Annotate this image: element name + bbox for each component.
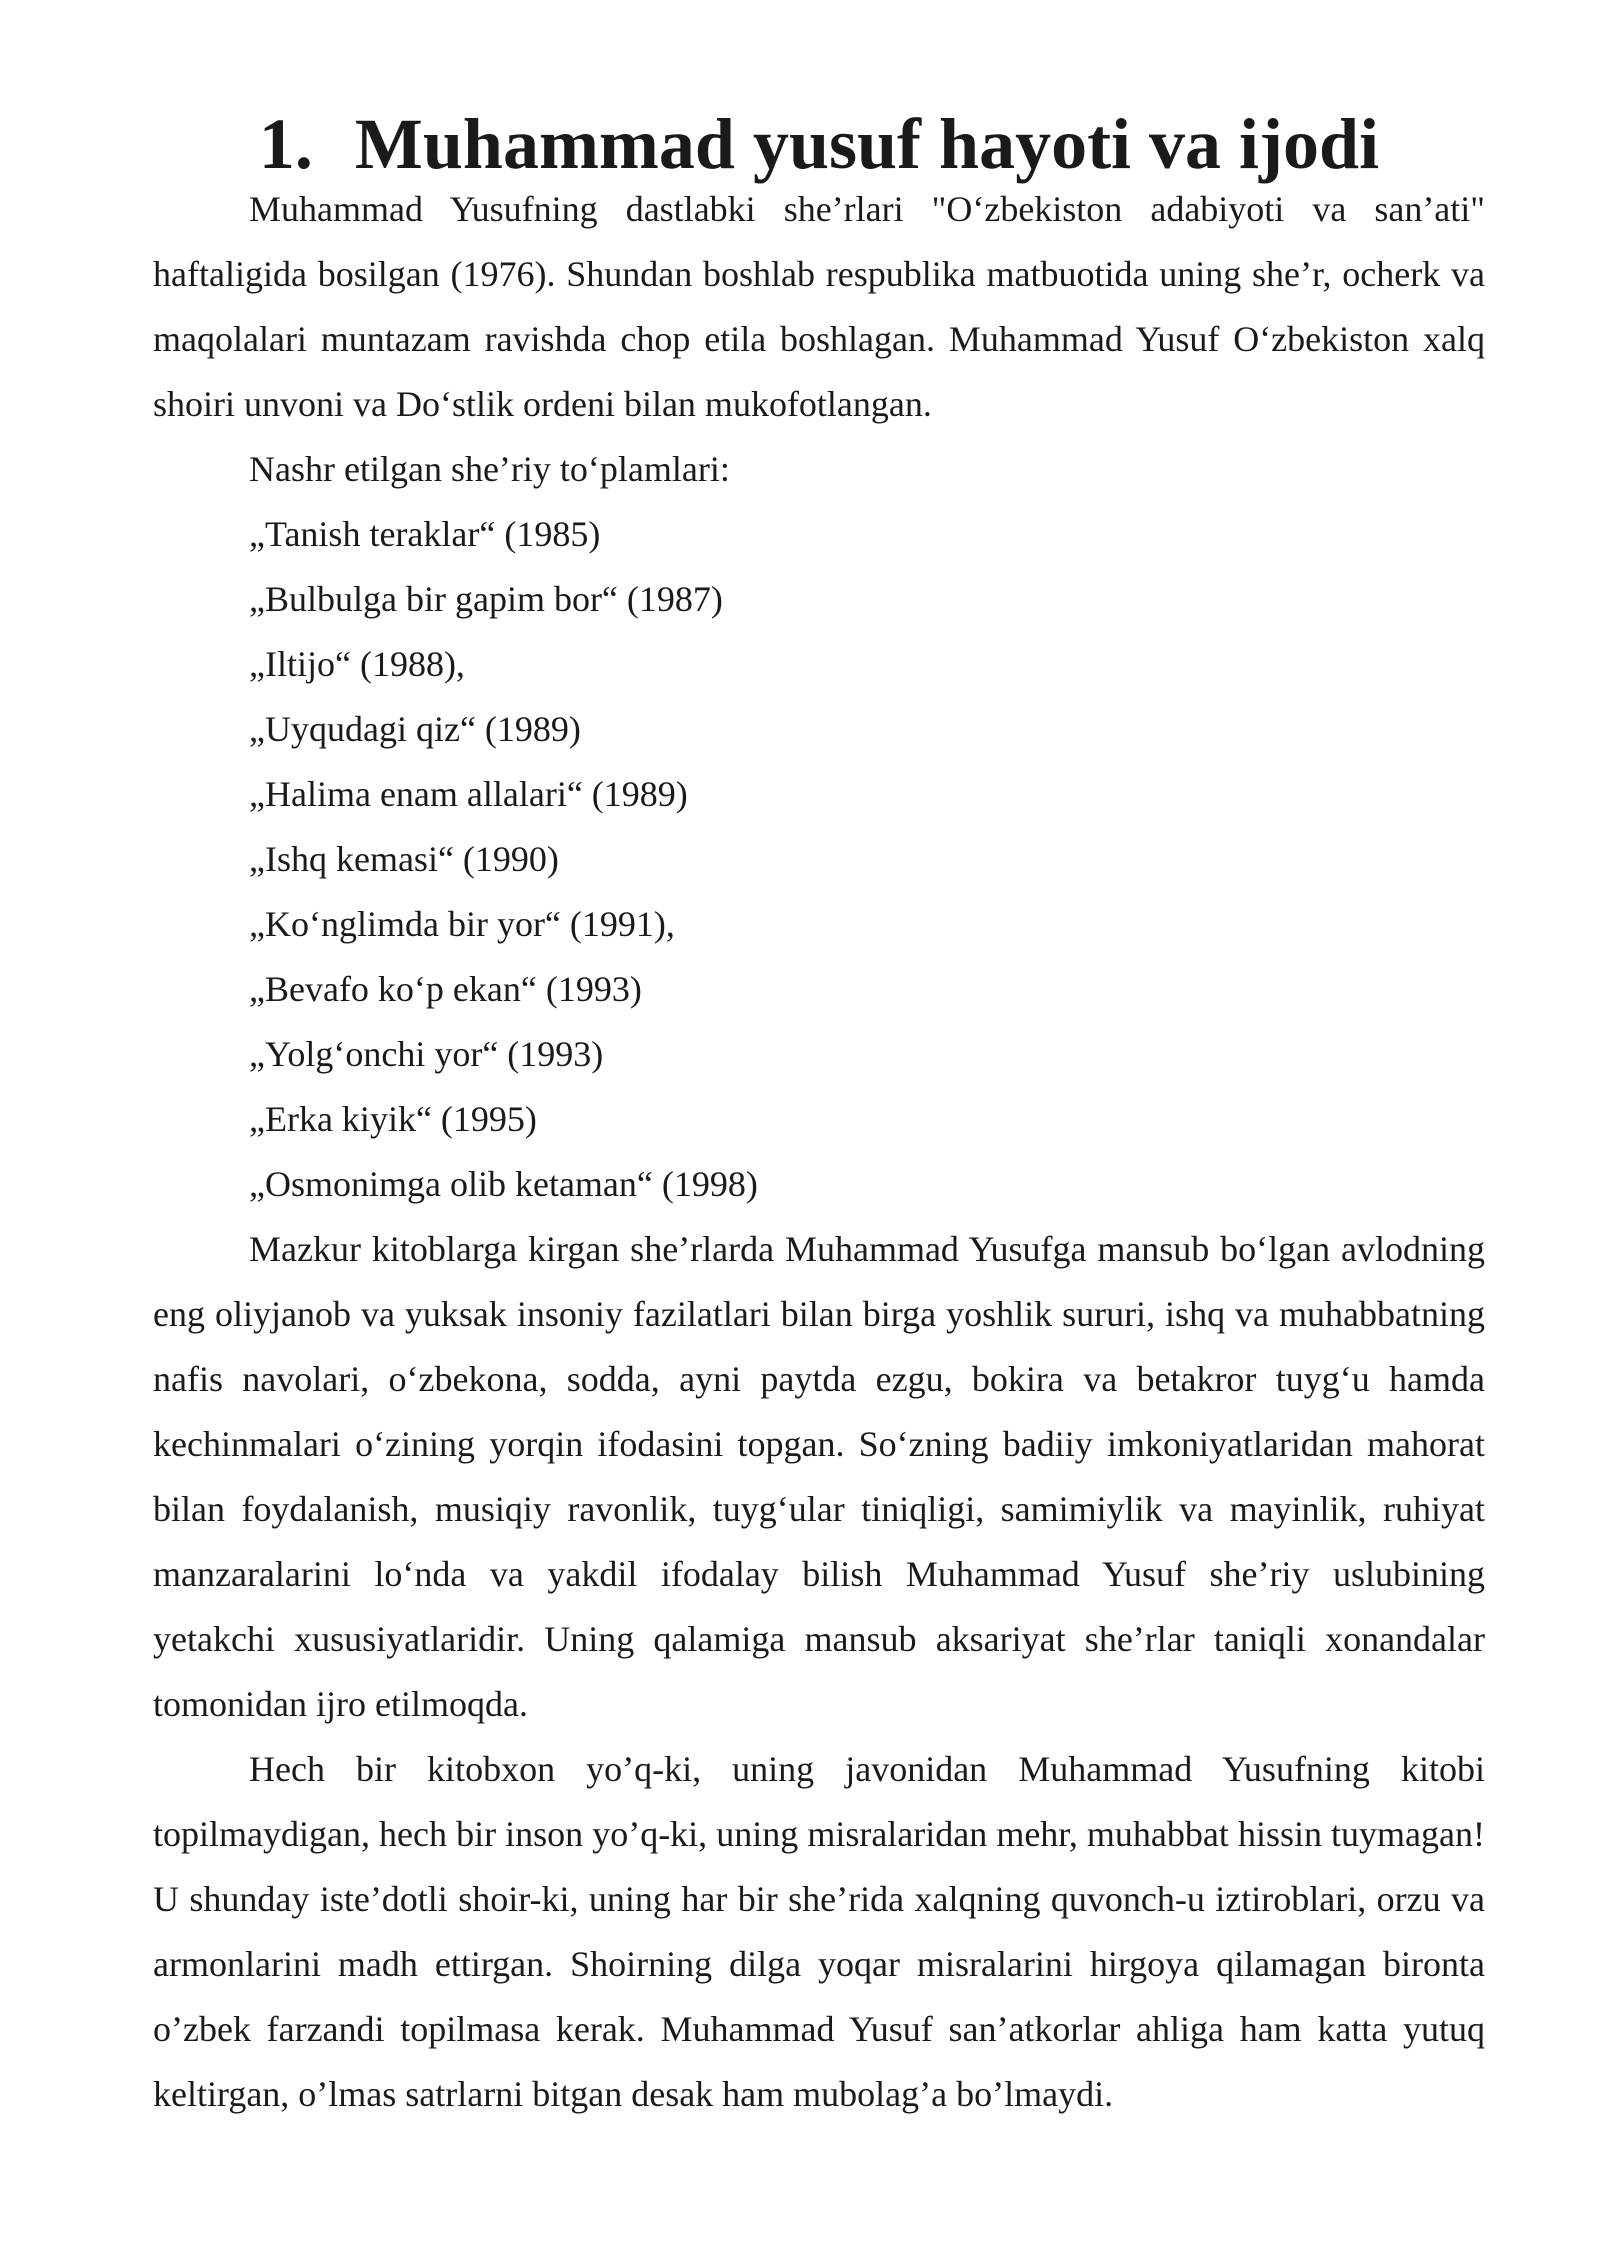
list-item: „Ishq kemasi“ (1990) [249,839,559,879]
paragraph-biography: Muhammad Yusufning dastlabki she’rlari "O‘zbekiston adabiyoti va san’ati" haftaligida bosilgan (1976). Shundan boshlab respublika matbuotida uning she’r, ocherk va maqolalari muntazam ravishda chop etila boshlagan. Muhammad Yusuf O‘zbekiston xalq shoiri unvoni va Do‘stlik ordeni bilan mukofotlangan. [153,189,1485,424]
list-item: „Uyqudagi qiz“ (1989) [249,709,581,749]
list-item: „Halima enam allalari“ (1989) [249,774,688,814]
list-item: „Osmonimga olib ketaman“ (1998) [249,1164,758,1204]
paragraph-style: Mazkur kitoblarga kirgan she’rlarda Muhammad Yusufga mansub bo‘lgan avlodning eng oliyjanob va yuksak insoniy fazilatlari bilan birga yoshlik sururi, ishq va muhabbatning nafis navolari, o‘zbekona, sodda, ayni paytda ezgu, bokira va betakror tuyg‘u hamda kechinmalari o‘zining yorqin ifodasini topgan. So‘zning badiiy imkoniyatlaridan mahorat bilan foydalanish, musiqiy ravonlik, tuyg‘ular tiniqligi, samimiylik va mayinlik, ruhiyat manzaralarini lo‘nda va yakdil ifodalay bilish Muhammad Yusuf she’riy uslubining yetakchi xususiyatlaridir. Uning qalamiga mansub aksariyat she’rlar taniqli xonandalar tomonidan ijro etilmoqda. [153,1229,1485,1724]
document-page [153,104,1485,2127]
paragraph-legacy: Hech bir kitobxon yo’q-ki, uning javonidan Muhammad Yusufning kitobi topilmaydigan, hech bir inson yo’q-ki, uning misralaridan mehr, muhabbat hissin tuymagan! U shunday iste’dotli shoir-ki, uning har bir she’rida xalqning quvonch-u iztiroblari, orzu va armonlarini madh ettirgan. Shoirning dilga yoqar misralarini hirgoya qilamagan bironta o’zbek farzandi topilmasa kerak. Muhammad Yusuf san’atkorlar ahliga ham katta yutuq keltirgan, o’lmas satrlarni bitgan desak ham mubolag’a bo’lmaydi. [153,1749,1485,2114]
section-number: 1. [258,104,313,184]
collections-list [153,502,1485,1217]
list-item: „Bulbulga bir gapim bor“ (1987) [249,579,723,619]
list-item: „Erka kiyik“ (1995) [249,1099,537,1139]
list-item: „Iltijo“ (1988), [249,644,465,684]
list-item: „Yolg‘onchi yor“ (1993) [249,1034,604,1074]
list-item: „Tanish teraklar“ (1985) [249,514,601,554]
section-title: Muhammad yusuf hayoti va ijodi [354,104,1380,184]
section-heading [153,104,1485,184]
list-item: „Bevafo ko‘p ekan“ (1993) [249,969,642,1009]
list-item: „Ko‘nglimda bir yor“ (1991), [249,904,675,944]
collections-intro: Nashr etilgan she’riy to‘plamlari: [249,449,730,489]
